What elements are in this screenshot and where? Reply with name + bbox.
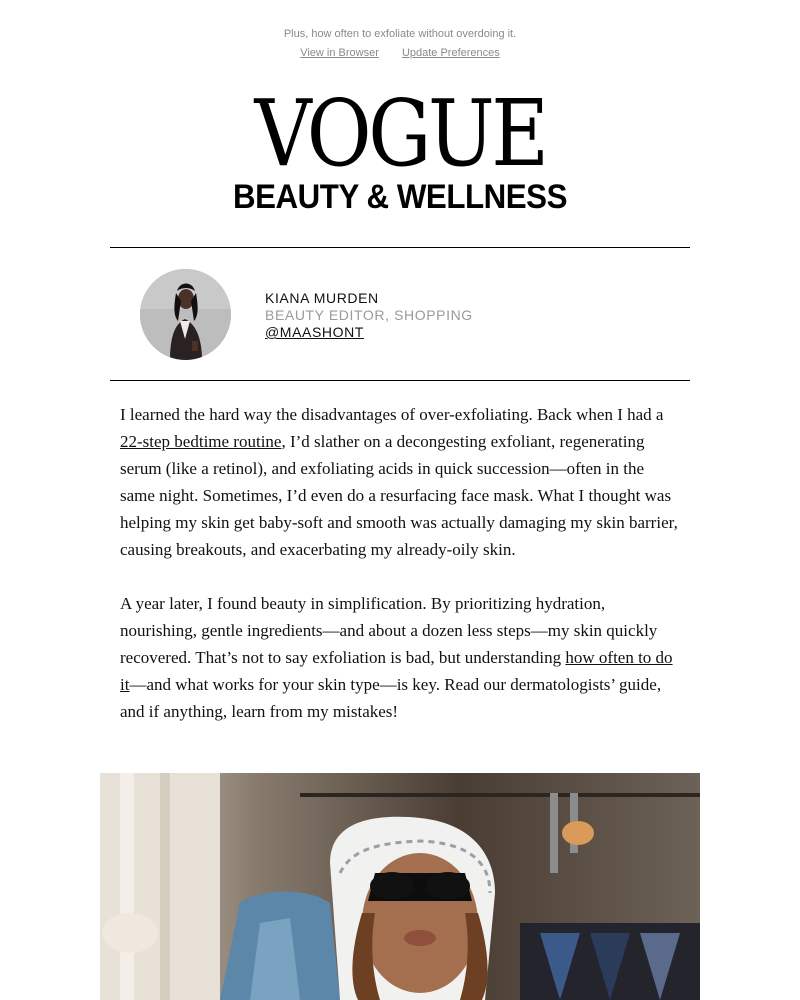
author-avatar [140, 269, 231, 360]
preheader-links [0, 47, 800, 59]
bottom-divider [110, 380, 690, 381]
preheader-text: Plus, how often to exfoliate without overdoing it. [283, 28, 517, 40]
hero-photo [100, 773, 700, 1000]
paragraph-1-text-end: , I’d slather on a decongesting exfoliant, regenerating serum (like a retinol), and exfoliating acids in quick succession—often in the same night. Sometimes, I’d even do a resurfacing face mask. What I thought was helping my skin get baby-soft and smooth was actually damaging my skin barrier, causing breakouts, and exacerbating my already-oily skin. [120, 432, 678, 559]
author-handle-link[interactable]: @MAASHONT [265, 324, 364, 340]
vogue-logo[interactable]: VOGUE [254, 80, 546, 187]
author-name: KIANA MURDEN [265, 290, 379, 306]
author-title: BEAUTY EDITOR, SHOPPING [265, 307, 473, 323]
view-in-browser-link[interactable]: View in Browser [300, 47, 379, 59]
article-body [120, 401, 680, 752]
author-photo [140, 269, 231, 360]
how-often-link[interactable]: how often to do it [120, 648, 673, 694]
hero-image[interactable] [100, 773, 700, 1000]
section-title: BEAUTY & WELLNESS [233, 178, 567, 216]
top-divider [110, 247, 690, 248]
paragraph-2-text-end: —and what works for your skin type—is key. Read our dermatologists’ guide, and if anything, learn from my mistakes! [120, 675, 662, 721]
article-paragraph-2 [120, 590, 680, 725]
paragraph-1-text-start: I learned the hard way the disadvantages of over-exfoliating. Back when I had a [120, 405, 664, 424]
article-paragraph-1 [120, 401, 680, 563]
author-byline [265, 290, 473, 341]
bedtime-routine-link[interactable]: 22-step bedtime routine [120, 432, 282, 451]
paragraph-2-text-start: A year later, I found beauty in simplification. By prioritizing hydration, nourishing, gentle ingredients—and about a dozen less steps—my skin quickly recovered. That’s not to say exfoliation is bad, but understanding [120, 594, 658, 667]
update-preferences-link[interactable]: Update Preferences [401, 47, 500, 59]
